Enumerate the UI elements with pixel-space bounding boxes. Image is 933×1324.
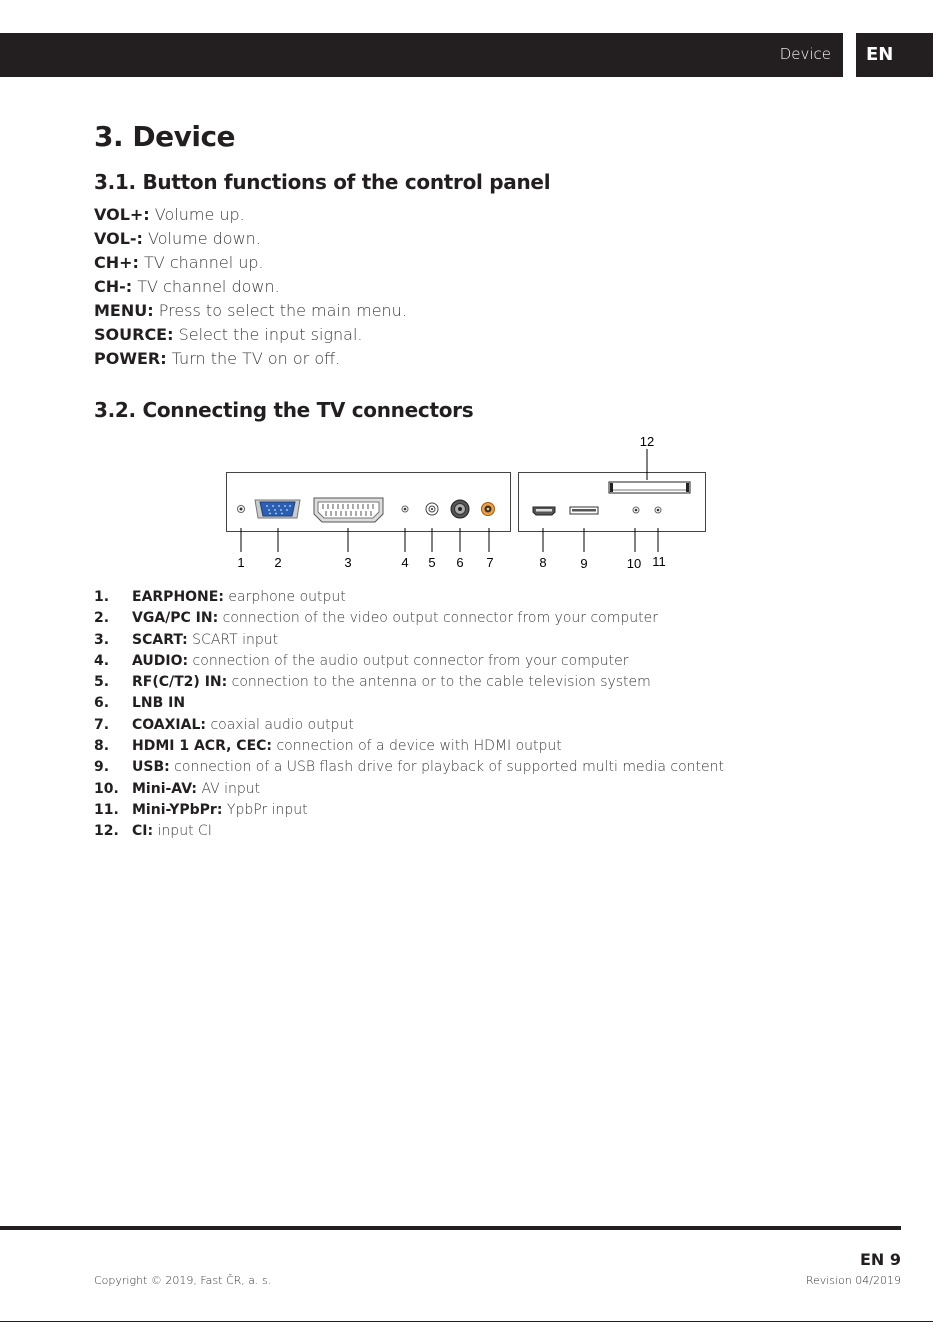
scart-port-icon bbox=[314, 498, 383, 522]
list-item bbox=[94, 800, 724, 821]
item-desc: connection of a USB flash drive for playback of supported multi media content bbox=[169, 759, 724, 776]
item-key: LNB IN bbox=[132, 695, 186, 712]
list-item bbox=[94, 203, 407, 227]
item-number: 7. bbox=[94, 716, 110, 733]
coaxial-port-icon bbox=[482, 503, 495, 516]
item-desc: Press to select the main menu. bbox=[153, 301, 407, 320]
list-item bbox=[94, 779, 724, 800]
item-desc: input CI bbox=[153, 823, 212, 840]
mini-av-jack-icon bbox=[633, 507, 639, 513]
item-key: HDMI 1 ACR, CEC: bbox=[132, 738, 273, 755]
item-key: VOL+: bbox=[94, 205, 150, 224]
item-number: 10. bbox=[94, 780, 119, 797]
item-desc: Volume down. bbox=[142, 229, 261, 248]
item-key: COAXIAL: bbox=[132, 716, 206, 733]
diagram-label-3: 3 bbox=[344, 555, 352, 570]
diagram-label-11: 11 bbox=[652, 554, 666, 569]
list-item bbox=[94, 651, 724, 672]
right-connector-panel bbox=[519, 473, 706, 532]
list-item bbox=[94, 757, 724, 778]
item-key: VOL-: bbox=[94, 229, 143, 248]
diagram-label-5: 5 bbox=[428, 555, 436, 570]
item-desc: Volume up. bbox=[149, 205, 245, 224]
page-number: EN 9 bbox=[859, 1250, 901, 1269]
diagram-label-2: 2 bbox=[274, 555, 282, 570]
list-item bbox=[94, 672, 724, 693]
item-number: 1. bbox=[94, 589, 110, 605]
item-desc: connection to the antenna or to the cable television system bbox=[227, 674, 651, 691]
section-heading-buttons: 3.1. Button functions of the control panel bbox=[94, 170, 551, 194]
section-heading-connectors: 3.2. Connecting the TV connectors bbox=[94, 398, 474, 422]
lnb-port-icon bbox=[451, 500, 469, 518]
usb-port-icon bbox=[570, 507, 598, 514]
item-key: Mini-AV: bbox=[132, 780, 197, 797]
list-item bbox=[94, 227, 407, 251]
item-number: 3. bbox=[94, 631, 110, 648]
connector-diagram bbox=[220, 432, 712, 574]
item-number: 2. bbox=[94, 610, 110, 627]
diagram-label-1: 1 bbox=[237, 555, 245, 570]
item-number: 8. bbox=[94, 738, 110, 755]
diagram-label-12: 12 bbox=[639, 434, 655, 449]
list-item bbox=[94, 347, 407, 371]
item-desc: TV channel down. bbox=[132, 277, 280, 296]
item-number: 9. bbox=[94, 759, 110, 776]
list-item bbox=[94, 630, 724, 651]
item-number: 12. bbox=[94, 823, 119, 840]
list-item bbox=[94, 821, 724, 842]
copyright-text: Copyright © 2019, Fast ČR, a. s. bbox=[94, 1274, 272, 1287]
button-function-list bbox=[94, 203, 407, 371]
item-desc: YpbPr input bbox=[222, 801, 308, 818]
list-item bbox=[94, 608, 724, 629]
audio-jack-icon bbox=[402, 506, 408, 512]
diagram-label-8: 8 bbox=[539, 555, 547, 570]
item-key: POWER: bbox=[94, 349, 167, 368]
item-number: 11. bbox=[94, 801, 119, 818]
connector-list bbox=[94, 587, 724, 843]
item-key: RF(C/T2) IN: bbox=[132, 674, 228, 691]
item-number: 4. bbox=[94, 652, 110, 669]
list-item bbox=[94, 275, 407, 299]
item-key: Mini-YPbPr: bbox=[132, 801, 223, 818]
mini-ypbpr-jack-icon bbox=[655, 507, 661, 513]
rf-antenna-port-icon bbox=[426, 503, 438, 515]
item-desc: Turn the TV on or off. bbox=[166, 349, 341, 368]
item-desc: coaxial audio output bbox=[206, 716, 354, 733]
diagram-label-10: 10 bbox=[626, 556, 642, 571]
item-desc: Select the input signal. bbox=[173, 325, 363, 344]
item-key: SCART: bbox=[132, 631, 188, 648]
hdmi-port-icon bbox=[533, 507, 555, 515]
list-item bbox=[94, 715, 724, 736]
item-key: USB: bbox=[132, 759, 170, 776]
item-desc: connection of a device with HDMI output bbox=[272, 738, 562, 755]
list-item bbox=[94, 323, 407, 347]
language-badge: EN bbox=[856, 33, 933, 77]
item-key: AUDIO: bbox=[132, 652, 189, 669]
item-key: CH-: bbox=[94, 277, 133, 296]
item-desc: AV input bbox=[197, 780, 261, 797]
earphone-jack-icon bbox=[238, 506, 245, 513]
item-desc: connection of the audio output connector from your computer bbox=[188, 652, 629, 669]
diagram-label-9: 9 bbox=[580, 556, 588, 571]
list-item bbox=[94, 587, 724, 608]
vga-port-icon bbox=[255, 500, 300, 518]
item-desc: SCART input bbox=[187, 631, 279, 648]
item-desc: earphone output bbox=[223, 589, 346, 605]
item-key: VGA/PC IN: bbox=[132, 610, 219, 627]
diagram-label-6: 6 bbox=[456, 555, 464, 570]
revision-text: Revision 04/2019 bbox=[805, 1274, 901, 1287]
item-number: 6. bbox=[94, 695, 110, 712]
item-key: MENU: bbox=[94, 301, 154, 320]
list-item bbox=[94, 736, 724, 757]
bottom-divider bbox=[0, 1321, 933, 1322]
list-item bbox=[94, 693, 724, 714]
diagram-label-4: 4 bbox=[401, 555, 409, 570]
item-key: SOURCE: bbox=[94, 325, 174, 344]
item-key: EARPHONE: bbox=[132, 589, 224, 605]
list-item bbox=[94, 251, 407, 275]
item-key: CH+: bbox=[94, 253, 139, 272]
item-number: 5. bbox=[94, 674, 110, 691]
ci-slot-icon bbox=[609, 482, 690, 493]
item-key: CI: bbox=[132, 823, 154, 840]
footer-divider bbox=[0, 1226, 901, 1230]
list-item bbox=[94, 299, 407, 323]
header-bar bbox=[0, 33, 843, 77]
diagram-label-7: 7 bbox=[486, 555, 494, 570]
page-title: 3. Device bbox=[94, 120, 236, 153]
item-desc: TV channel up. bbox=[138, 253, 264, 272]
item-desc: connection of the video output connector from your computer bbox=[218, 610, 659, 627]
header-section-title: Device bbox=[779, 45, 831, 63]
